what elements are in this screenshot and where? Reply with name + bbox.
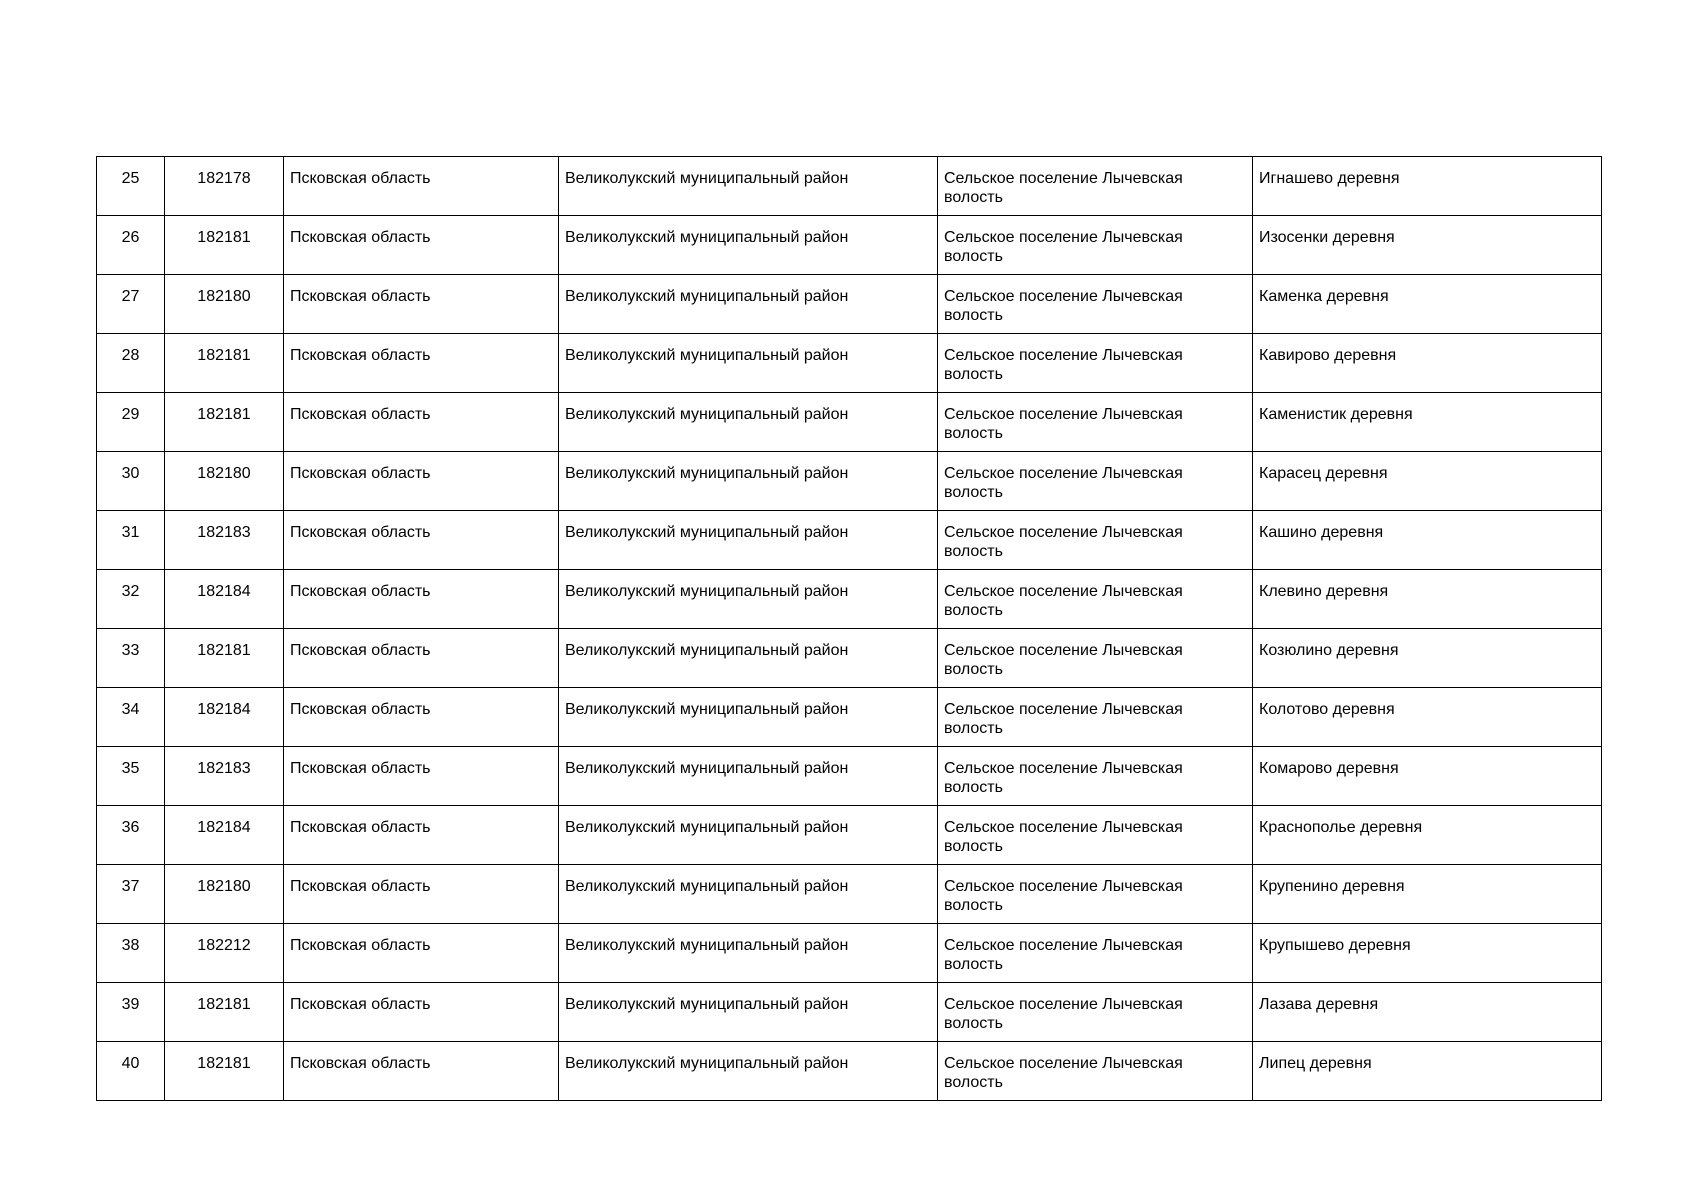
postal-index: 182181: [165, 216, 284, 275]
district-cell: Великолукский муниципальный район: [559, 334, 938, 393]
settlement-cell: Сельское поселение Лычевская волость: [938, 688, 1253, 747]
district-cell: Великолукский муниципальный район: [559, 452, 938, 511]
region-cell: Псковская область: [284, 806, 559, 865]
region-cell: Псковская область: [284, 1042, 559, 1101]
settlement-cell: Сельское поселение Лычевская волость: [938, 570, 1253, 629]
settlement-cell: Сельское поселение Лычевская волость: [938, 865, 1253, 924]
locality-cell: Кашино деревня: [1253, 511, 1602, 570]
table-row: [97, 1042, 1602, 1101]
settlement-cell: Сельское поселение Лычевская волость: [938, 1042, 1253, 1101]
settlement-cell: Сельское поселение Лычевская волость: [938, 983, 1253, 1042]
region-cell: Псковская область: [284, 157, 559, 216]
table-row: [97, 806, 1602, 865]
postal-index: 182184: [165, 806, 284, 865]
region-cell: Псковская область: [284, 570, 559, 629]
table-row: [97, 688, 1602, 747]
postal-index: 182181: [165, 334, 284, 393]
table-row: [97, 393, 1602, 452]
region-cell: Псковская область: [284, 334, 559, 393]
postal-index: 182212: [165, 924, 284, 983]
locality-cell: Каменистик деревня: [1253, 393, 1602, 452]
postal-index: 182183: [165, 511, 284, 570]
settlement-cell: Сельское поселение Лычевская волость: [938, 924, 1253, 983]
district-cell: Великолукский муниципальный район: [559, 275, 938, 334]
address-table-body: [97, 157, 1602, 1101]
district-cell: Великолукский муниципальный район: [559, 216, 938, 275]
region-cell: Псковская область: [284, 275, 559, 334]
postal-index: 182180: [165, 275, 284, 334]
postal-index: 182184: [165, 570, 284, 629]
region-cell: Псковская область: [284, 983, 559, 1042]
postal-index: 182180: [165, 452, 284, 511]
postal-index: 182180: [165, 865, 284, 924]
region-cell: Псковская область: [284, 629, 559, 688]
table-row: [97, 216, 1602, 275]
row-number: 39: [97, 983, 165, 1042]
settlement-cell: Сельское поселение Лычевская волость: [938, 452, 1253, 511]
row-number: 38: [97, 924, 165, 983]
locality-cell: Кавирово деревня: [1253, 334, 1602, 393]
row-number: 33: [97, 629, 165, 688]
settlement-cell: Сельское поселение Лычевская волость: [938, 806, 1253, 865]
row-number: 28: [97, 334, 165, 393]
row-number: 35: [97, 747, 165, 806]
locality-cell: Краснополье деревня: [1253, 806, 1602, 865]
locality-cell: Липец деревня: [1253, 1042, 1602, 1101]
table-row: [97, 924, 1602, 983]
table-row: [97, 629, 1602, 688]
table-row: [97, 865, 1602, 924]
district-cell: Великолукский муниципальный район: [559, 747, 938, 806]
district-cell: Великолукский муниципальный район: [559, 806, 938, 865]
row-number: 25: [97, 157, 165, 216]
district-cell: Великолукский муниципальный район: [559, 688, 938, 747]
table-row: [97, 983, 1602, 1042]
row-number: 30: [97, 452, 165, 511]
settlement-cell: Сельское поселение Лычевская волость: [938, 334, 1253, 393]
district-cell: Великолукский муниципальный район: [559, 629, 938, 688]
settlement-cell: Сельское поселение Лычевская волость: [938, 511, 1253, 570]
settlement-cell: Сельское поселение Лычевская волость: [938, 216, 1253, 275]
region-cell: Псковская область: [284, 924, 559, 983]
row-number: 27: [97, 275, 165, 334]
postal-index: 182181: [165, 393, 284, 452]
region-cell: Псковская область: [284, 452, 559, 511]
postal-index: 182181: [165, 1042, 284, 1101]
locality-cell: Колотово деревня: [1253, 688, 1602, 747]
table-row: [97, 275, 1602, 334]
locality-cell: Козюлино деревня: [1253, 629, 1602, 688]
row-number: 26: [97, 216, 165, 275]
district-cell: Великолукский муниципальный район: [559, 393, 938, 452]
region-cell: Псковская область: [284, 865, 559, 924]
table-row: [97, 747, 1602, 806]
row-number: 34: [97, 688, 165, 747]
district-cell: Великолукский муниципальный район: [559, 511, 938, 570]
table-row: [97, 452, 1602, 511]
locality-cell: Крупышево деревня: [1253, 924, 1602, 983]
table-row: [97, 570, 1602, 629]
table-row: [97, 334, 1602, 393]
settlement-cell: Сельское поселение Лычевская волость: [938, 157, 1253, 216]
region-cell: Псковская область: [284, 393, 559, 452]
address-table: [96, 156, 1602, 1101]
locality-cell: Игнашево деревня: [1253, 157, 1602, 216]
settlement-cell: Сельское поселение Лычевская волость: [938, 629, 1253, 688]
row-number: 40: [97, 1042, 165, 1101]
row-number: 31: [97, 511, 165, 570]
region-cell: Псковская область: [284, 511, 559, 570]
postal-index: 182178: [165, 157, 284, 216]
region-cell: Псковская область: [284, 747, 559, 806]
row-number: 29: [97, 393, 165, 452]
locality-cell: Комарово деревня: [1253, 747, 1602, 806]
row-number: 32: [97, 570, 165, 629]
table-row: [97, 157, 1602, 216]
district-cell: Великолукский муниципальный район: [559, 570, 938, 629]
district-cell: Великолукский муниципальный район: [559, 983, 938, 1042]
table-row: [97, 511, 1602, 570]
locality-cell: Лазава деревня: [1253, 983, 1602, 1042]
locality-cell: Карасец деревня: [1253, 452, 1602, 511]
row-number: 36: [97, 806, 165, 865]
row-number: 37: [97, 865, 165, 924]
settlement-cell: Сельское поселение Лычевская волость: [938, 747, 1253, 806]
region-cell: Псковская область: [284, 688, 559, 747]
locality-cell: Крупенино деревня: [1253, 865, 1602, 924]
district-cell: Великолукский муниципальный район: [559, 157, 938, 216]
postal-index: 182184: [165, 688, 284, 747]
district-cell: Великолукский муниципальный район: [559, 924, 938, 983]
postal-index: 182181: [165, 629, 284, 688]
postal-index: 182183: [165, 747, 284, 806]
settlement-cell: Сельское поселение Лычевская волость: [938, 275, 1253, 334]
locality-cell: Каменка деревня: [1253, 275, 1602, 334]
locality-cell: Клевино деревня: [1253, 570, 1602, 629]
locality-cell: Изосенки деревня: [1253, 216, 1602, 275]
postal-index: 182181: [165, 983, 284, 1042]
district-cell: Великолукский муниципальный район: [559, 865, 938, 924]
region-cell: Псковская область: [284, 216, 559, 275]
district-cell: Великолукский муниципальный район: [559, 1042, 938, 1101]
settlement-cell: Сельское поселение Лычевская волость: [938, 393, 1253, 452]
